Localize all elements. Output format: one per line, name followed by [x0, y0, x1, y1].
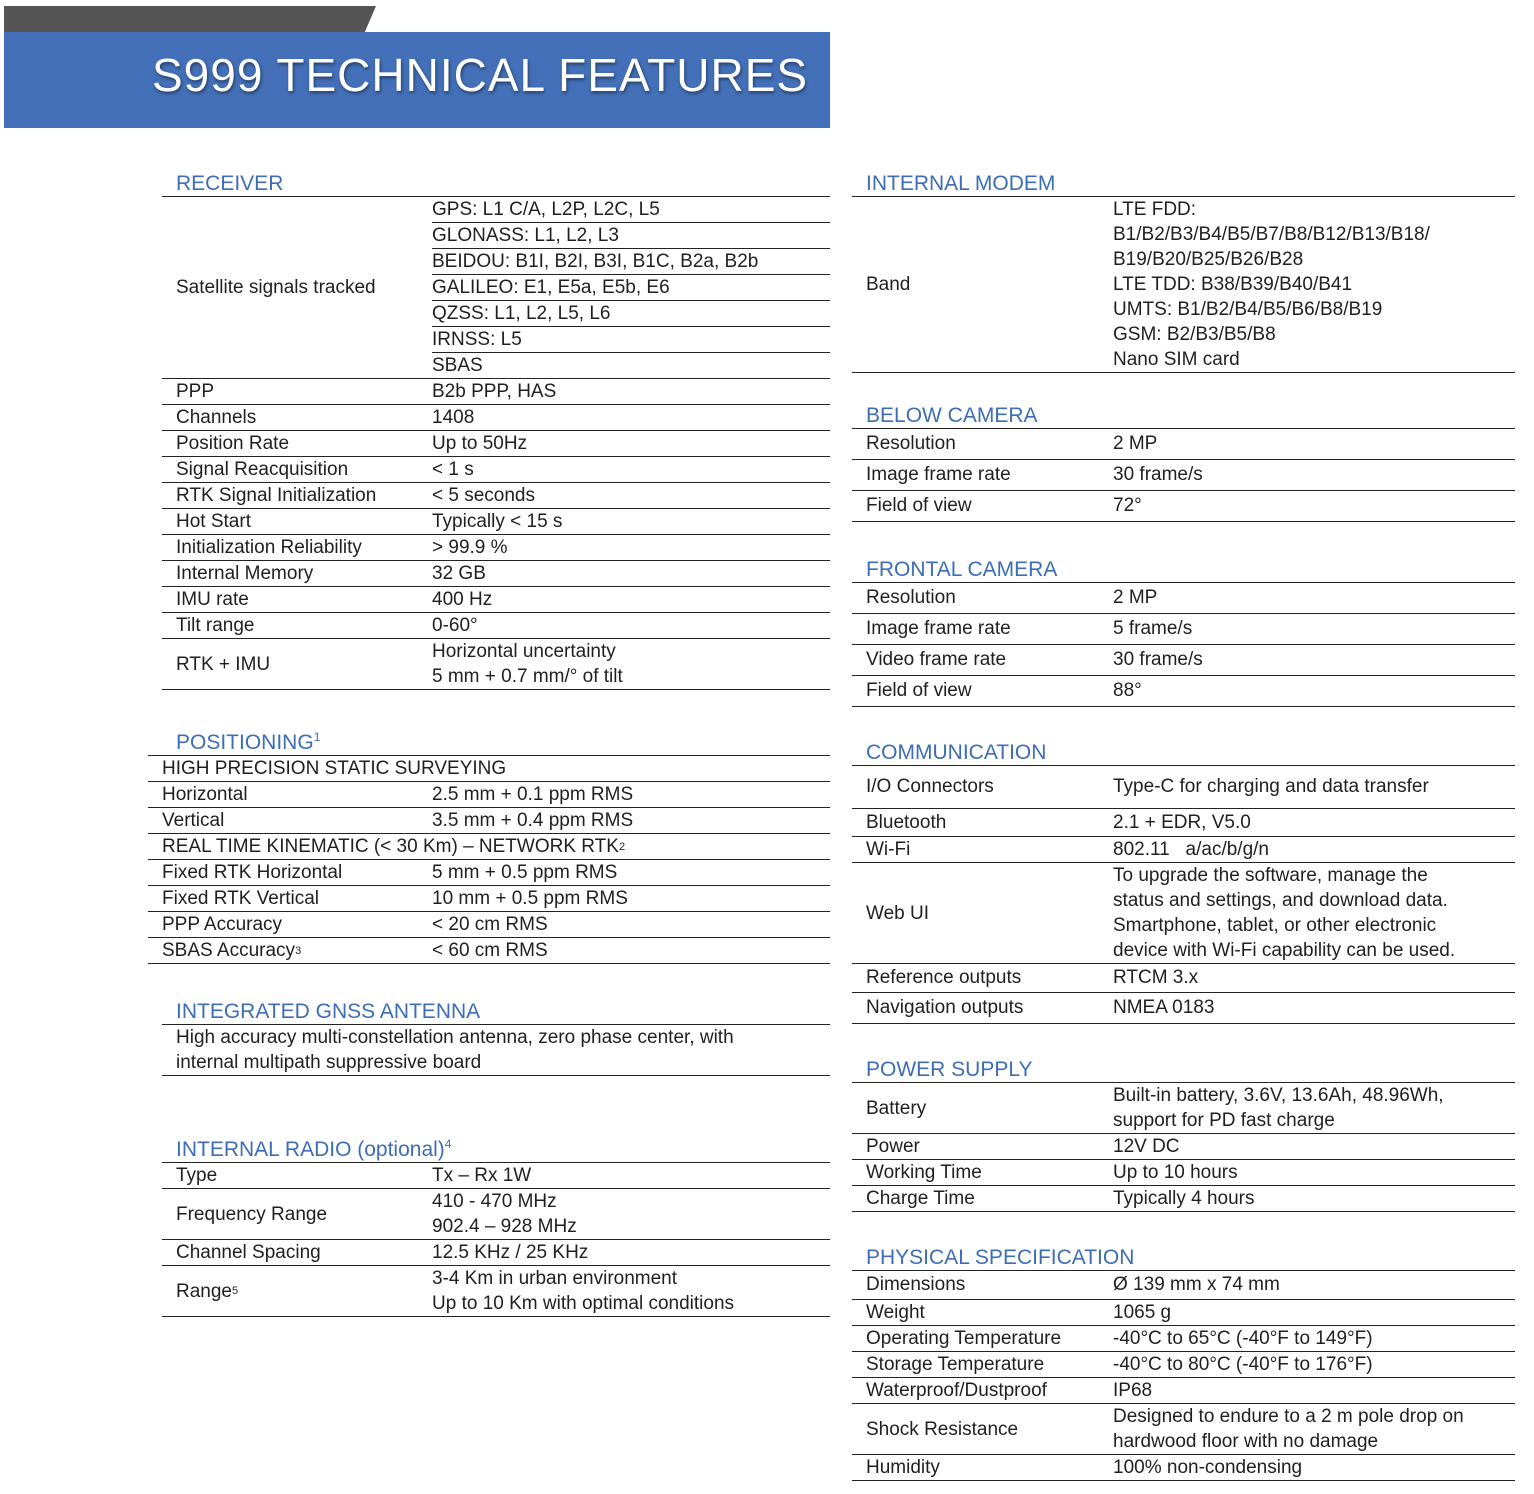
row-label: Band: [866, 274, 911, 295]
row-value: Ø 139 mm x 74 mm: [1113, 1274, 1280, 1295]
row-label: REAL TIME KINEMATIC (< 30 Km) – NETWORK RTK 2: [162, 836, 626, 857]
row-label: Humidity: [866, 1457, 940, 1478]
row-label: Battery: [866, 1097, 927, 1119]
row-value: Tx – Rx 1W: [432, 1165, 532, 1186]
row-label: Fixed RTK Horizontal: [162, 862, 343, 883]
row-value: GSM: B2/B3/B5/B8: [1113, 324, 1276, 345]
page-title: S999 TECHNICAL FEATURES: [152, 49, 809, 101]
row-label: Channels: [176, 407, 257, 428]
row-value: device with Wi-Fi capability can be used.: [1113, 940, 1456, 961]
spec-row: [162, 509, 830, 535]
spec-row: [162, 587, 830, 613]
antenna-heading: INTEGRATED GNSS ANTENNA: [176, 1000, 481, 1023]
receiver-heading: RECEIVER: [176, 172, 284, 195]
spec-row: [148, 860, 830, 886]
row-label: Working Time: [866, 1162, 982, 1183]
row-value: 30 frame/s: [1113, 649, 1203, 670]
row-label: Range 5: [176, 1280, 239, 1302]
radio-heading: INTERNAL RADIO (optional)$^4$: [176, 1137, 452, 1161]
row-label: Dimensions: [866, 1274, 966, 1295]
row-value: 5 mm + 0.7 mm/° of tilt: [432, 666, 623, 687]
spec-row: [148, 782, 830, 808]
row-value: 12.5 KHz / 25 KHz: [432, 1242, 589, 1263]
sat-value: GPS: L1 C/A, L2P, L2C, L5: [432, 197, 830, 223]
positioning-heading: POSITIONING$^1$: [176, 730, 321, 754]
sat-value: GALILEO: E1, E5a, E5b, E6: [432, 275, 830, 301]
spec-row: [852, 429, 1515, 460]
band-row: [852, 197, 1515, 373]
power-heading: POWER SUPPLY: [866, 1058, 1033, 1081]
row-value: 2.1 + EDR, V5.0: [1113, 812, 1251, 833]
row-value: support for PD fast charge: [1113, 1110, 1335, 1131]
spec-row: [162, 405, 830, 431]
row-label: Charge Time: [866, 1188, 975, 1209]
row-label: Internal Memory: [176, 563, 314, 584]
spec-row: [148, 808, 830, 834]
row-value: 1408: [432, 407, 475, 428]
row-value: LTE TDD: B38/B39/B40/B41: [1113, 274, 1353, 295]
top-decor-bar: [4, 6, 376, 32]
row-value: 72°: [1113, 495, 1142, 516]
antenna-row: [162, 1025, 830, 1076]
spec-row: [162, 535, 830, 561]
row-value: -40°C to 65°C (-40°F to 149°F): [1113, 1328, 1373, 1349]
spec-row: [852, 1083, 1515, 1134]
row-value: Type-C for charging and data transfer: [1113, 776, 1429, 797]
row-label: Web UI: [866, 902, 930, 924]
satellite-row: [162, 197, 830, 379]
spec-row: [852, 993, 1515, 1024]
row-label: HIGH PRECISION STATIC SURVEYING: [162, 758, 507, 779]
frontal-camera-section: [852, 558, 1515, 707]
row-value: 2 MP: [1113, 587, 1158, 608]
row-value: 32 GB: [432, 563, 486, 584]
row-value: Up to 10 Km with optimal conditions: [432, 1293, 735, 1314]
row-label: Resolution: [866, 587, 956, 608]
row-label: Wi-Fi: [866, 839, 911, 860]
static-heading-row: [148, 756, 830, 782]
spec-row: [162, 613, 830, 639]
row-value: 1065 g: [1113, 1302, 1172, 1323]
spec-row: [852, 1300, 1515, 1326]
sat-value: QZSS: L1, L2, L5, L6: [432, 301, 830, 327]
row-value: Up to 50Hz: [432, 433, 528, 454]
sat-value: GLONASS: L1, L2, L3: [432, 223, 830, 249]
row-value: Smartphone, tablet, or other electronic: [1113, 915, 1437, 936]
row-value: 100% non-condensing: [1113, 1457, 1303, 1478]
spec-row: [852, 1404, 1515, 1455]
receiver-section: [162, 172, 830, 690]
row-value: 3-4 Km in urban environment: [432, 1268, 678, 1289]
antenna-text: internal multipath suppressive board: [176, 1052, 482, 1073]
row-value: 5 frame/s: [1113, 618, 1193, 639]
row-label: Video frame rate: [866, 649, 1007, 670]
below-camera-heading: BELOW CAMERA: [866, 404, 1038, 427]
sat-value: BEIDOU: B1I, B2I, B3I, B1C, B2a, B2b: [432, 249, 830, 275]
spec-row: [162, 1240, 830, 1266]
spec-row: [852, 1160, 1515, 1186]
row-value: To upgrade the software, manage the: [1113, 865, 1428, 886]
spec-row: [162, 1266, 830, 1317]
spec-row: [162, 1163, 830, 1189]
row-label: Position Rate: [176, 433, 290, 454]
spec-row: [852, 1455, 1515, 1481]
spec-row: [162, 1189, 830, 1240]
row-label: RTK + IMU: [176, 653, 271, 675]
row-label: Image frame rate: [866, 618, 1011, 639]
row-value: 902.4 – 928 MHz: [432, 1216, 577, 1237]
row-label: Type: [176, 1165, 218, 1186]
row-value: < 60 cm RMS: [432, 940, 548, 961]
row-label: Shock Resistance: [866, 1418, 1019, 1440]
positioning-section: [148, 731, 830, 964]
row-value: -40°C to 80°C (-40°F to 176°F): [1113, 1354, 1373, 1375]
row-value: Designed to endure to a 2 m pole drop on: [1113, 1406, 1464, 1427]
frontal-camera-heading: FRONTAL CAMERA: [866, 558, 1058, 581]
spec-row: [162, 561, 830, 587]
row-label: Resolution: [866, 433, 956, 454]
row-label: Channel Spacing: [176, 1242, 321, 1263]
spec-row: [852, 1271, 1515, 1300]
spec-row: [852, 1134, 1515, 1160]
row-value: 802.11 a/ac/b/g/n: [1113, 839, 1269, 860]
antenna-section: [162, 1000, 830, 1076]
spec-row: [852, 676, 1515, 707]
physical-heading: PHYSICAL SPECIFICATION: [866, 1246, 1135, 1269]
row-label: Bluetooth: [866, 812, 947, 833]
row-value: < 20 cm RMS: [432, 914, 548, 935]
spec-row: [852, 837, 1515, 863]
row-value: UMTS: B1/B2/B4/B5/B6/B8/B19: [1113, 299, 1383, 320]
spec-row: [852, 863, 1515, 964]
row-label: RTK Signal Initialization: [176, 485, 377, 506]
row-label: Vertical: [162, 810, 225, 831]
row-value: hardwood floor with no damage: [1113, 1431, 1379, 1452]
spec-row: [852, 1186, 1515, 1212]
row-value: > 99.9 %: [432, 537, 508, 558]
spec-row: [852, 583, 1515, 614]
row-value: 10 mm + 0.5 ppm RMS: [432, 888, 628, 909]
row-label: Weight: [866, 1302, 925, 1323]
row-value: Up to 10 hours: [1113, 1162, 1238, 1183]
row-value: Nano SIM card: [1113, 349, 1240, 370]
row-label: Tilt range: [176, 615, 255, 636]
spec-row: [852, 809, 1515, 837]
radio-section: [162, 1138, 830, 1317]
row-value: < 5 seconds: [432, 485, 535, 506]
spec-row: [852, 1326, 1515, 1352]
row-value: 5 mm + 0.5 ppm RMS: [432, 862, 618, 883]
rtk-heading-row: [148, 834, 830, 860]
row-value: Typically < 15 s: [432, 511, 563, 532]
row-label: Waterproof/Dustproof: [866, 1380, 1047, 1401]
spec-row: [148, 912, 830, 938]
row-label: Fixed RTK Vertical: [162, 888, 319, 909]
row-label: Navigation outputs: [866, 997, 1024, 1018]
spec-row: [852, 491, 1515, 522]
row-value: B1/B2/B3/B4/B5/B7/B8/B12/B13/B18/: [1113, 224, 1430, 245]
row-value: 410 - 470 MHz: [432, 1191, 557, 1212]
row-value: status and settings, and download data.: [1113, 890, 1448, 911]
row-value: 88°: [1113, 680, 1142, 701]
row-value: 30 frame/s: [1113, 464, 1203, 485]
below-camera-section: [852, 404, 1515, 522]
row-value: 12V DC: [1113, 1136, 1180, 1157]
antenna-text: High accuracy multi-constellation antenna, zero phase center, with: [176, 1027, 734, 1048]
spec-row: [852, 1352, 1515, 1378]
row-label: Operating Temperature: [866, 1328, 1062, 1349]
spec-row: [852, 460, 1515, 491]
spec-row: [162, 379, 830, 405]
row-label: PPP Accuracy: [162, 914, 283, 935]
sat-value: IRNSS: L5: [432, 327, 830, 353]
row-value: Built-in battery, 3.6V, 13.6Ah, 48.96Wh,: [1113, 1085, 1444, 1106]
row-value: IP68: [1113, 1380, 1153, 1401]
spec-row: [162, 457, 830, 483]
row-value: 2 MP: [1113, 433, 1158, 454]
communication-section: [852, 741, 1515, 1024]
spec-row: [148, 886, 830, 912]
row-value: 3.5 mm + 0.4 ppm RMS: [432, 810, 634, 831]
spec-row: [852, 964, 1515, 993]
row-label: Field of view: [866, 495, 972, 516]
row-value: B2b PPP, HAS: [432, 381, 557, 402]
row-value: Horizontal uncertainty: [432, 641, 616, 662]
row-label: Horizontal: [162, 784, 248, 805]
spec-row: [852, 614, 1515, 645]
physical-section: [852, 1246, 1515, 1481]
spec-row: [162, 431, 830, 457]
row-value: LTE FDD:: [1113, 199, 1197, 220]
row-label: Satellite signals tracked: [176, 277, 376, 298]
modem-heading: INTERNAL MODEM: [866, 172, 1056, 195]
row-label: IMU rate: [176, 589, 249, 610]
spec-row: [852, 1378, 1515, 1404]
spec-row: [852, 766, 1515, 809]
communication-heading: COMMUNICATION: [866, 741, 1047, 764]
row-label: Reference outputs: [866, 967, 1022, 988]
row-label: Image frame rate: [866, 464, 1011, 485]
row-label: Frequency Range: [176, 1203, 328, 1225]
row-label: SBAS Accuracy 3: [162, 940, 302, 961]
rtk-imu-row: [162, 639, 830, 690]
row-label: Signal Reacquisition: [176, 459, 349, 480]
row-label: Initialization Reliability: [176, 537, 362, 558]
row-label: Hot Start: [176, 511, 251, 532]
row-value: NMEA 0183: [1113, 997, 1215, 1018]
row-value: Typically 4 hours: [1113, 1188, 1255, 1209]
row-label: Power: [866, 1136, 920, 1157]
modem-section: [852, 172, 1515, 373]
row-value: RTCM 3.x: [1113, 967, 1199, 988]
row-label: Storage Temperature: [866, 1354, 1045, 1375]
row-value: 0-60°: [432, 615, 478, 636]
row-label: Field of view: [866, 680, 972, 701]
power-section: [852, 1058, 1515, 1212]
row-value: 2.5 mm + 0.1 ppm RMS: [432, 784, 634, 805]
spec-row: [148, 938, 830, 964]
row-value: 400 Hz: [432, 589, 493, 610]
row-value: B19/B20/B25/B26/B28: [1113, 249, 1304, 270]
sat-value: SBAS: [432, 355, 483, 376]
spec-row: [162, 483, 830, 509]
row-label: I/O Connectors: [866, 776, 994, 797]
row-label: PPP: [176, 381, 215, 402]
row-value: < 1 s: [432, 459, 474, 480]
spec-row: [852, 645, 1515, 676]
